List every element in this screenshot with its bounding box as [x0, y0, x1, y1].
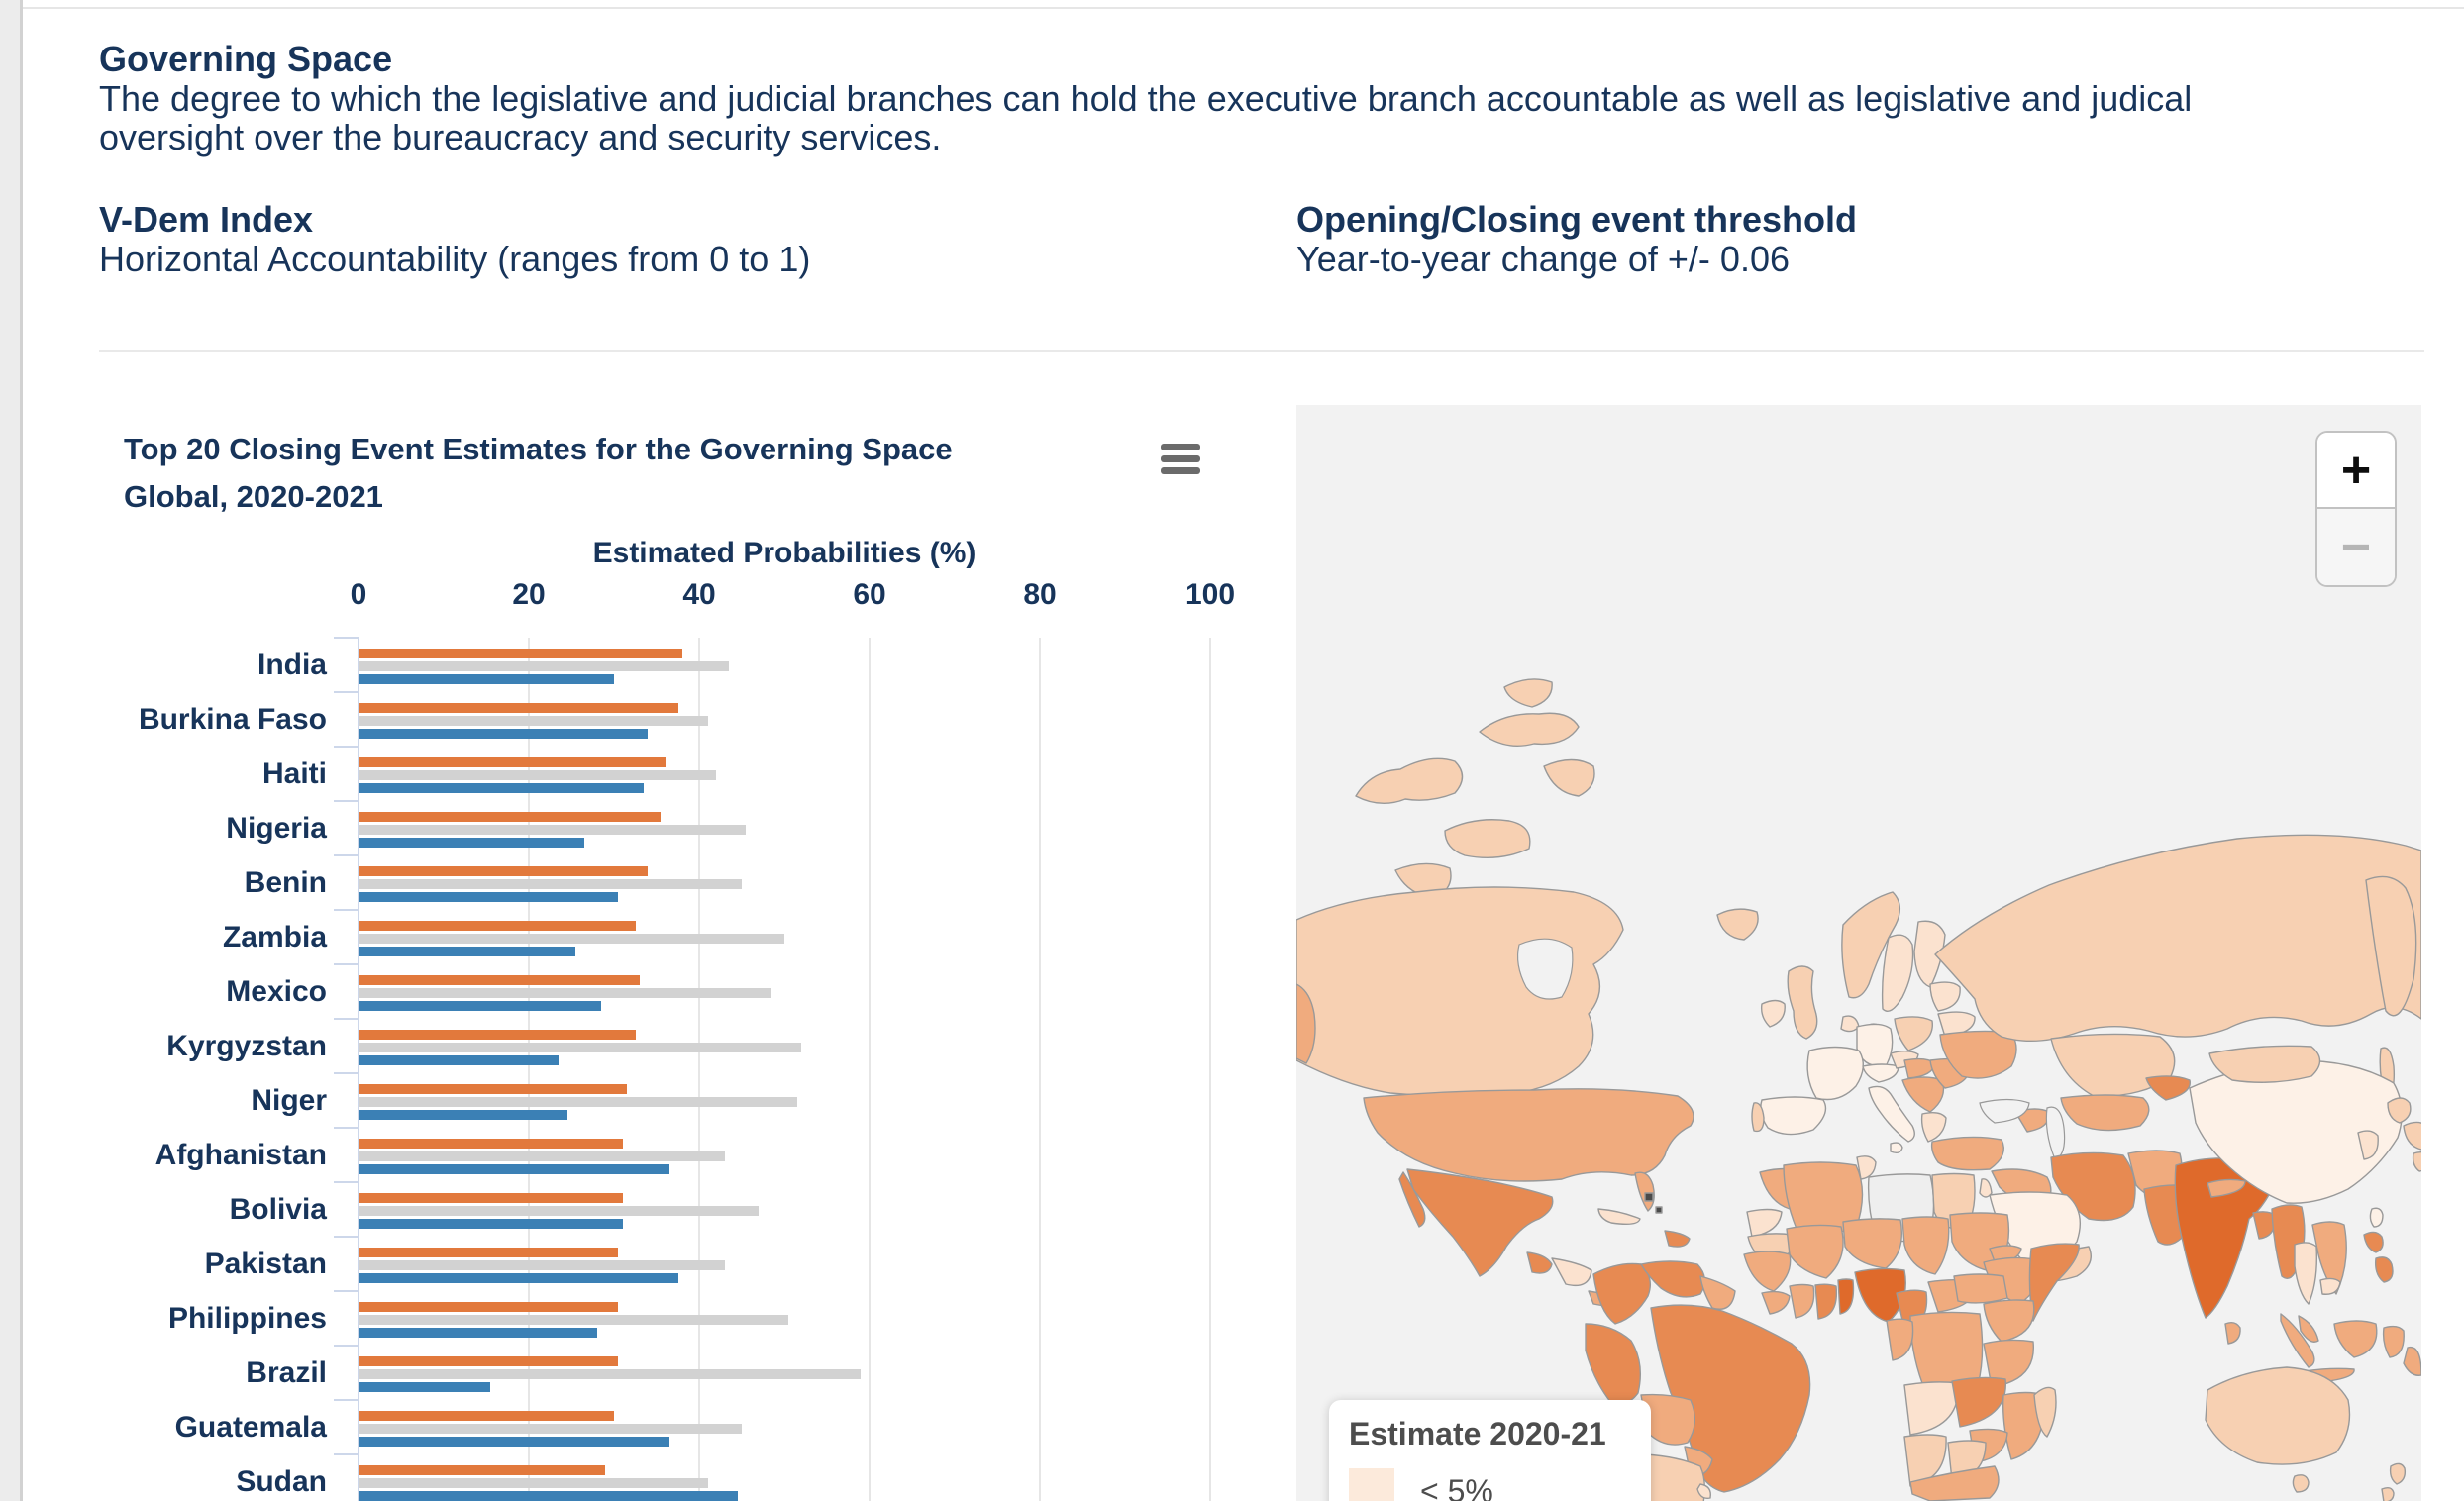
country-senegal-guinea[interactable]: [1744, 1251, 1791, 1291]
bar-blue[interactable]: [359, 892, 618, 902]
bar-orange[interactable]: [359, 921, 636, 931]
map-zoom-out-button[interactable]: −: [2317, 509, 2395, 585]
bar-gray[interactable]: [359, 1478, 708, 1488]
bar-gray[interactable]: [359, 770, 716, 780]
country-italy[interactable]: [1869, 1086, 1914, 1142]
category-label: Sudan: [236, 1465, 327, 1498]
hamburger-bar: [1161, 455, 1200, 462]
bar-blue[interactable]: [359, 1001, 601, 1011]
bar-orange[interactable]: [359, 1465, 605, 1475]
bar-gray[interactable]: [359, 1369, 861, 1379]
country-guyanas[interactable]: [1700, 1276, 1735, 1309]
hamburger-icon[interactable]: [1161, 444, 1200, 474]
bar-gray[interactable]: [359, 1260, 725, 1270]
bar-row: [359, 1291, 1210, 1346]
country-tunisia[interactable]: [1857, 1156, 1876, 1179]
bar-gray[interactable]: [359, 1151, 725, 1161]
country-japan[interactable]: [2413, 1152, 2421, 1171]
country-sweden[interactable]: [1883, 935, 1913, 1011]
country-usa-florida[interactable]: [1635, 1172, 1654, 1211]
country-sulawesi[interactable]: [2384, 1327, 2405, 1357]
bar-gray[interactable]: [359, 1097, 797, 1107]
country-arctic-islands[interactable]: [1504, 679, 1552, 707]
category-label: Guatemala: [174, 1411, 327, 1444]
bar-orange[interactable]: [359, 1193, 623, 1203]
top-divider: [23, 7, 2464, 9]
x-tick-label: 0: [350, 578, 367, 611]
country-alpine[interactable]: [1863, 1064, 1899, 1082]
country-france[interactable]: [1807, 1048, 1863, 1100]
bar-row: [359, 1128, 1210, 1182]
bar-row: [359, 855, 1210, 910]
bar-row: [359, 1019, 1210, 1073]
y-axis-tick: [334, 963, 359, 965]
country-australia[interactable]: [2206, 1367, 2350, 1464]
bar-blue[interactable]: [359, 674, 614, 684]
country-ghana[interactable]: [1815, 1284, 1836, 1319]
bar-row: [359, 638, 1210, 692]
bar-blue[interactable]: [359, 1219, 623, 1229]
x-axis-title: Estimated Probabilities (%): [592, 537, 976, 569]
country-ireland[interactable]: [1762, 1001, 1786, 1028]
bar-blue[interactable]: [359, 1055, 559, 1065]
bar-blue[interactable]: [359, 1491, 738, 1501]
category-label: Bolivia: [229, 1193, 327, 1226]
country-niger[interactable]: [1843, 1219, 1901, 1268]
country-usa[interactable]: [1364, 1089, 1694, 1181]
chart-title-line2: Global, 2020-2021: [124, 479, 383, 514]
y-axis-tick: [334, 1345, 359, 1347]
vdem-index-heading: V-Dem Index: [99, 199, 314, 240]
country-canada[interactable]: [1296, 887, 1623, 1096]
country-central-asia[interactable]: [2061, 1095, 2149, 1131]
bar-orange[interactable]: [359, 1030, 636, 1040]
bar-row: [359, 964, 1210, 1019]
country-united-kingdom[interactable]: [1788, 966, 1817, 1039]
threshold-block: [1296, 200, 1857, 279]
country-ivory-coast[interactable]: [1790, 1285, 1814, 1319]
bar-row: [359, 1073, 1210, 1128]
country-papua[interactable]: [2404, 1348, 2421, 1376]
chart-title-line1: Top 20 Closing Event Estimates for the Governing Space: [124, 432, 953, 466]
bar-orange[interactable]: [359, 703, 678, 713]
country-sierra-leone-liberia[interactable]: [1762, 1292, 1790, 1314]
country-arctic-islands[interactable]: [1445, 820, 1530, 858]
country-zambia[interactable]: [1952, 1377, 2005, 1427]
map-legend-label: < 5%: [1420, 1472, 1493, 1501]
country-new-zealand[interactable]: [2382, 1488, 2394, 1501]
country-hispaniola[interactable]: [1665, 1231, 1690, 1247]
country-bahamas[interactable]: [1656, 1207, 1662, 1213]
country-bahamas[interactable]: [1645, 1193, 1653, 1201]
category-label: Afghanistan: [154, 1139, 327, 1171]
vdem-index-block: [99, 200, 810, 279]
bar-orange[interactable]: [359, 1356, 618, 1366]
map-zoom-in-button[interactable]: +: [2317, 433, 2395, 509]
category-label: Burkina Faso: [138, 703, 327, 736]
category-label: Pakistan: [204, 1248, 327, 1280]
vdem-index-sub: Horizontal Accountability (ranges from 0 to 1): [99, 239, 811, 279]
country-russia[interactable]: [1935, 835, 2421, 1041]
map-legend: [1329, 1400, 1651, 1501]
y-axis-tick: [334, 691, 359, 693]
section-divider: [99, 350, 2424, 352]
page-description-line1: The degree to which the legislative and judicial branches can hold the executive branch accountable as well as legislative and judical: [99, 78, 2193, 119]
country-angola[interactable]: [1904, 1382, 1958, 1435]
country-turkey[interactable]: [1932, 1137, 2004, 1169]
bar-orange[interactable]: [359, 1302, 618, 1312]
bar-gray[interactable]: [359, 1315, 788, 1325]
country-western-sahara[interactable]: [1747, 1210, 1782, 1238]
bar-gray[interactable]: [359, 716, 708, 726]
bar-blue[interactable]: [359, 1328, 597, 1338]
left-rail: [0, 0, 23, 1501]
map-legend-row: [1349, 1468, 1631, 1501]
plot-area: [359, 638, 1210, 1501]
bar-gray[interactable]: [359, 1043, 801, 1052]
bar-orange[interactable]: [359, 1084, 627, 1094]
country-poland[interactable]: [1895, 1017, 1932, 1051]
bar-blue[interactable]: [359, 1164, 669, 1174]
bar-orange[interactable]: [359, 757, 666, 767]
bar-row: [359, 1454, 1210, 1501]
bar-row: [359, 801, 1210, 855]
x-tick-label: 100: [1184, 578, 1236, 611]
country-colombia[interactable]: [1593, 1263, 1650, 1324]
bar-row: [359, 1400, 1210, 1454]
y-axis-tick: [334, 1181, 359, 1183]
y-axis-tick: [334, 746, 359, 748]
bar-blue[interactable]: [359, 1110, 567, 1120]
country-somalia[interactable]: [2029, 1244, 2079, 1321]
bar-gray[interactable]: [359, 661, 729, 671]
country-uganda-kenya[interactable]: [1984, 1300, 2034, 1342]
country-honduras-nicaragua[interactable]: [1552, 1258, 1591, 1285]
country-sicily[interactable]: [1891, 1143, 1902, 1152]
world-map-panel: [1296, 405, 2421, 1501]
bar-orange[interactable]: [359, 866, 648, 876]
category-label: Zambia: [222, 921, 327, 953]
x-tick-label: 20: [512, 578, 546, 611]
bar-blue[interactable]: [359, 783, 644, 793]
y-axis-tick: [334, 1453, 359, 1455]
threshold-heading: Opening/Closing event threshold: [1296, 199, 1858, 240]
bar-gray[interactable]: [359, 879, 742, 889]
map-legend-title: Estimate 2020-21: [1349, 1416, 1606, 1451]
bar-orange[interactable]: [359, 1248, 618, 1257]
category-label: India: [257, 649, 327, 681]
country-iceland[interactable]: [1717, 909, 1758, 940]
country-chad[interactable]: [1902, 1217, 1949, 1274]
y-axis-tick: [334, 1236, 359, 1238]
bar-chart-panel: [99, 408, 1278, 1501]
y-axis-tick: [334, 909, 359, 911]
threshold-sub: Year-to-year change of +/- 0.06: [1296, 239, 1790, 279]
page-description-line2: oversight over the bureaucracy and security services.: [99, 117, 942, 157]
map-zoom-control: [2315, 431, 2397, 587]
bar-row: [359, 1237, 1210, 1291]
y-axis-tick: [334, 854, 359, 856]
country-kyrgyzstan[interactable]: [2146, 1076, 2190, 1100]
country-japan[interactable]: [2404, 1122, 2421, 1150]
country-baltics[interactable]: [1930, 982, 1960, 1011]
country-arctic-islands[interactable]: [1356, 758, 1463, 803]
y-axis-tick: [334, 1018, 359, 1020]
country-arctic-islands[interactable]: [1544, 760, 1594, 797]
page-title: Governing Space: [99, 39, 393, 79]
bar-blue[interactable]: [359, 1273, 678, 1283]
choropleth-world-map: [1296, 405, 2421, 1501]
y-axis-tick: [334, 1290, 359, 1292]
country-philippines[interactable]: [2376, 1257, 2393, 1282]
bar-orange[interactable]: [359, 1139, 623, 1149]
bar-orange[interactable]: [359, 1411, 614, 1421]
country-thailand[interactable]: [2295, 1243, 2316, 1304]
bar-gray[interactable]: [359, 988, 771, 998]
bar-orange[interactable]: [359, 812, 661, 822]
bar-row: [359, 1182, 1210, 1237]
category-label: Mexico: [226, 975, 327, 1008]
bar-blue[interactable]: [359, 947, 575, 956]
bar-gray[interactable]: [359, 825, 746, 835]
hamburger-bar: [1161, 444, 1200, 450]
country-cuba[interactable]: [1598, 1209, 1640, 1224]
country-spain[interactable]: [1761, 1097, 1826, 1135]
country-congo-gabon[interactable]: [1887, 1319, 1913, 1360]
country-guatemala[interactable]: [1527, 1252, 1552, 1273]
country-south-sudan[interactable]: [1954, 1274, 2007, 1303]
bar-row: [359, 1346, 1210, 1400]
bar-blue[interactable]: [359, 1382, 490, 1392]
country-venezuela[interactable]: [1641, 1261, 1704, 1297]
y-axis-tick: [334, 1072, 359, 1074]
bar-row: [359, 910, 1210, 964]
bar-gray[interactable]: [359, 934, 784, 944]
category-label: Nigeria: [226, 812, 327, 845]
category-label: Kyrgyzstan: [166, 1030, 327, 1062]
x-tick-label: 80: [1023, 578, 1057, 611]
category-label: Niger: [251, 1084, 327, 1117]
chart-title: [124, 426, 953, 521]
bar-orange[interactable]: [359, 649, 682, 658]
bar-row: [359, 692, 1210, 747]
x-tick-label: 40: [682, 578, 716, 611]
bar-gray[interactable]: [359, 1206, 759, 1216]
category-label: Benin: [244, 866, 327, 899]
caspian-sea: [2046, 1107, 2064, 1159]
bar-gray[interactable]: [359, 1424, 742, 1434]
country-mali[interactable]: [1787, 1225, 1843, 1278]
y-axis-tick: [334, 637, 359, 639]
country-new-zealand[interactable]: [2391, 1463, 2406, 1484]
category-label: Haiti: [261, 757, 327, 790]
country-peru[interactable]: [1586, 1324, 1640, 1404]
map-legend-swatch: [1349, 1468, 1394, 1501]
y-axis-tick: [334, 1127, 359, 1129]
country-arctic-islands[interactable]: [1480, 713, 1579, 746]
country-sri-lanka[interactable]: [2225, 1323, 2240, 1344]
country-borneo[interactable]: [2334, 1321, 2377, 1357]
country-togo-benin[interactable]: [1838, 1279, 1853, 1314]
category-label: Brazil: [246, 1356, 327, 1389]
country-greece[interactable]: [1922, 1113, 1946, 1142]
bar-blue[interactable]: [359, 1437, 669, 1447]
x-axis-tick-labels: [350, 578, 1236, 618]
x-tick-label: 60: [853, 578, 886, 611]
bar-blue[interactable]: [359, 729, 648, 739]
bar-blue[interactable]: [359, 838, 584, 848]
country-mongolia[interactable]: [2209, 1046, 2320, 1082]
hamburger-bar: [1161, 467, 1200, 474]
bar-row: [359, 747, 1210, 801]
country-philippines[interactable]: [2364, 1232, 2383, 1252]
page-header: [99, 40, 2377, 156]
country-tasmania[interactable]: [2293, 1475, 2309, 1492]
bar-orange[interactable]: [359, 975, 640, 985]
category-label: Philippines: [167, 1302, 327, 1335]
country-taiwan[interactable]: [2370, 1208, 2383, 1227]
y-axis-tick: [334, 1399, 359, 1401]
y-axis-tick: [334, 800, 359, 802]
country-balkans[interactable]: [1902, 1077, 1944, 1112]
